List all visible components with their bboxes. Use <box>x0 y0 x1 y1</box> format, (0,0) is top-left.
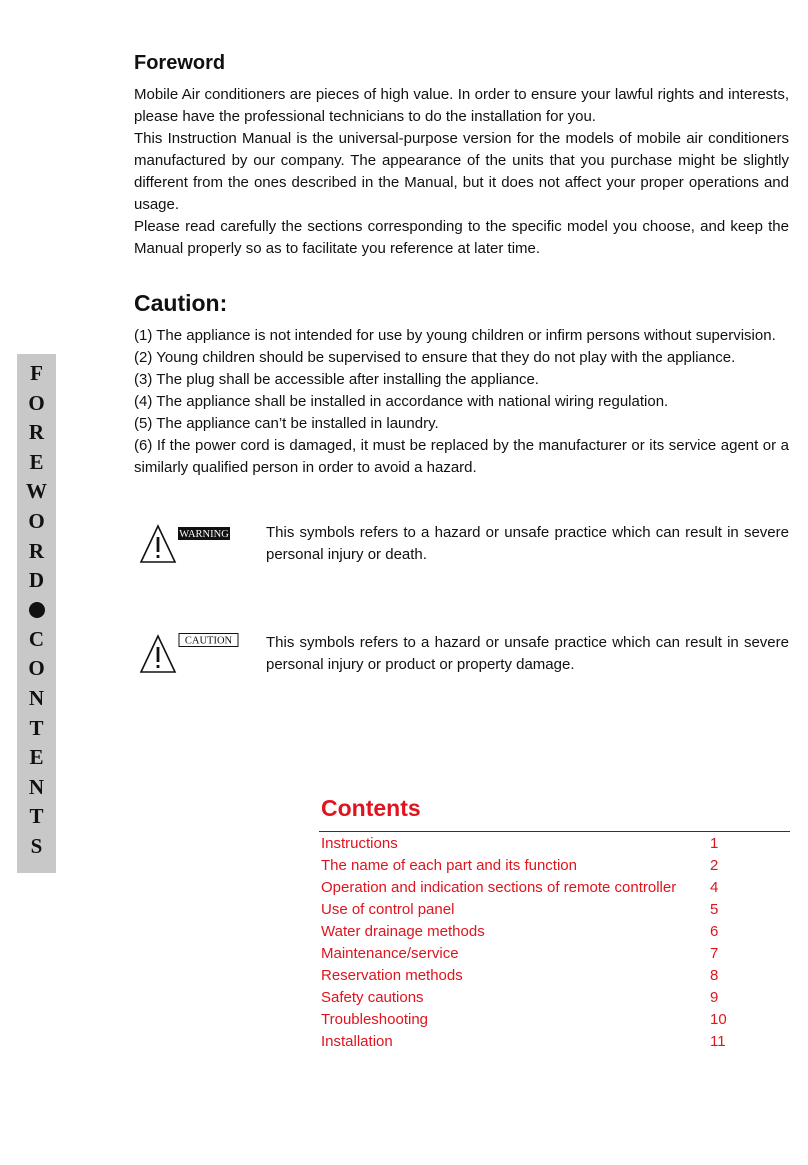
toc-entry-page: 5 <box>710 901 719 918</box>
toc-entry-label: Installation <box>321 1033 393 1050</box>
toc-entry-label: Reservation methods <box>321 967 463 984</box>
side-tab-letter: R <box>28 420 45 445</box>
toc-entry[interactable] <box>321 1009 791 1031</box>
toc-entry-label: Use of control panel <box>321 901 455 918</box>
side-tab-letter: E <box>29 449 44 474</box>
caution-item: (6) If the power cord is damaged, it must be replaced by the manufacturer or its service agent or a similarly qualified person in order to avoid a hazard. <box>134 437 789 476</box>
toc-entry-page: 4 <box>710 879 719 896</box>
warning-label: WARNING <box>179 529 229 540</box>
bullet-dot-icon <box>29 602 45 618</box>
caution-description: This symbols refers to a hazard or unsafe practice which can result in severe personal injury or product or property damage. <box>266 634 789 673</box>
caution-item: (5) The appliance can’t be installed in laundry. <box>134 415 439 432</box>
foreword-heading: Foreword <box>134 52 226 74</box>
caution-item: (1) The appliance is not intended for use by young children or infirm persons without supervision. <box>134 327 776 344</box>
warning-description: This symbols refers to a hazard or unsafe practice which can result in severe personal injury or death. <box>266 524 789 563</box>
caution-item: (2) Young children should be supervised to ensure that they do not play with the appliance. <box>134 349 736 366</box>
toc-entry-page: 11 <box>710 1033 726 1050</box>
caution-list <box>134 325 789 479</box>
side-tab-letter: E <box>29 745 44 770</box>
side-tab-letter: C <box>28 626 45 651</box>
caution-item: (4) The appliance shall be installed in accordance with national wiring regulation. <box>134 393 669 410</box>
toc-entry[interactable] <box>321 987 791 1009</box>
side-tab-letter: W <box>26 479 47 504</box>
toc-entry-page: 9 <box>710 989 719 1006</box>
foreword-paragraph: Please read carefully the sections corresponding to the specific model you choose, and keep the Manual properly so as to facilitate you reference at later time. <box>134 218 789 257</box>
toc-entry[interactable] <box>321 921 791 943</box>
foreword-paragraph: Mobile Air conditioners are pieces of high value. In order to ensure your lawful rights and interests, please have the professional technicians to do the installation for you. <box>134 86 789 125</box>
warning-symbol-row <box>138 522 789 572</box>
toc-entry-label: Water drainage methods <box>321 923 485 940</box>
caution-heading: Caution: <box>134 290 228 316</box>
warning-triangle-icon <box>138 522 234 566</box>
toc-entry-label: Instructions <box>321 835 398 852</box>
side-tab-letter: T <box>29 715 44 740</box>
side-tab-letter: N <box>28 685 45 710</box>
side-tab-letter: O <box>28 656 45 681</box>
side-tab-letter: R <box>28 538 45 563</box>
caution-symbol-row <box>138 632 789 682</box>
caution-label: CAUTION <box>184 635 233 647</box>
foreword-body <box>134 84 789 260</box>
toc-entry-label: Safety cautions <box>321 989 424 1006</box>
toc-entry[interactable] <box>321 965 791 987</box>
toc-entry-page: 1 <box>710 835 719 852</box>
side-tab-letter: N <box>28 774 45 799</box>
table-of-contents <box>321 833 791 1053</box>
caution-triangle-icon <box>138 632 242 676</box>
side-tab-letter: O <box>28 508 45 533</box>
toc-entry-label: Troubleshooting <box>321 1011 429 1028</box>
side-section-tab <box>17 354 56 873</box>
toc-entry[interactable] <box>321 899 791 921</box>
toc-entry[interactable] <box>321 877 791 899</box>
toc-entry-label: Operation and indication sections of remote controller <box>321 879 677 896</box>
side-tab-letters <box>17 354 56 862</box>
toc-entry-label: Maintenance/service <box>321 945 459 962</box>
toc-entry-page: 2 <box>710 857 719 874</box>
toc-entry[interactable] <box>321 1031 791 1053</box>
side-tab-letter: T <box>29 804 44 829</box>
side-tab-letter: S <box>30 833 43 858</box>
toc-entry-page: 6 <box>710 923 719 940</box>
toc-entry-label: The name of each part and its function <box>321 857 577 874</box>
side-tab-letter: D <box>28 568 45 593</box>
toc-entry-page: 10 <box>710 1011 727 1028</box>
side-tab-letter: O <box>28 390 45 415</box>
contents-divider <box>319 831 790 832</box>
toc-entry[interactable] <box>321 855 791 877</box>
toc-entry[interactable] <box>321 943 791 965</box>
caution-item: (3) The plug shall be accessible after installing the appliance. <box>134 371 539 388</box>
side-tab-letter: F <box>30 361 43 385</box>
foreword-paragraph: This Instruction Manual is the universal-purpose version for the models of mobile air conditioners manufactured by our company. The appearance of the units that you purchase might be slightly different from the ones described in the Manual, but it does not affect your proper operations and usage. <box>134 130 789 213</box>
toc-entry[interactable] <box>321 833 791 855</box>
contents-heading: Contents <box>321 795 421 821</box>
toc-entry-page: 8 <box>710 967 719 984</box>
toc-entry-page: 7 <box>710 945 719 962</box>
